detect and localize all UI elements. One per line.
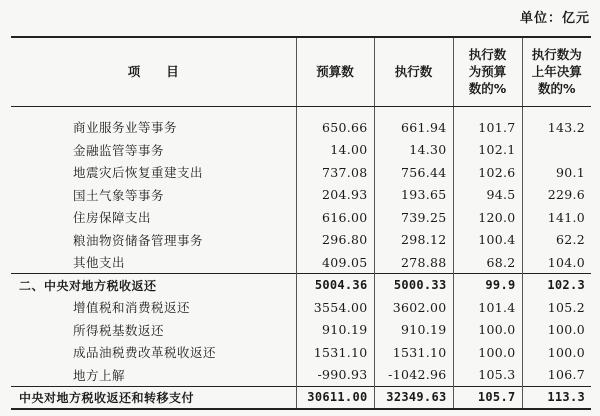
- table-row: [11, 364, 591, 387]
- row-actual: 661.94: [374, 116, 453, 139]
- row-actual: 14.30: [374, 139, 453, 162]
- header-pct-last-line1: 执行数为: [531, 47, 582, 63]
- row-item: 其他支出: [73, 255, 126, 270]
- section-budget: 5004.36: [296, 274, 374, 297]
- row-actual: -1042.96: [374, 364, 453, 387]
- header-pct-budget: [453, 37, 522, 106]
- row-pct-last: [522, 139, 591, 162]
- table-row: [11, 206, 591, 229]
- row-item: 增值税和消费税返还: [73, 300, 191, 316]
- row-pct-last: 90.1: [522, 161, 591, 184]
- total-pct-last: 113.3: [522, 386, 591, 409]
- header-item: 项目: [11, 37, 296, 106]
- row-pct-budget: 105.3: [453, 364, 522, 387]
- row-pct-last: 141.0: [522, 206, 591, 229]
- row-pct-last: 105.2: [522, 296, 591, 319]
- row-budget: 296.80: [296, 229, 374, 252]
- row-pct-budget: 94.5: [453, 184, 522, 207]
- row-item: 国土气象等事务: [73, 187, 165, 203]
- table-row: [11, 184, 591, 207]
- row-budget: 737.08: [296, 161, 374, 184]
- row-pct-budget: 100.0: [453, 319, 522, 342]
- row-actual: 756.44: [374, 161, 453, 184]
- row-pct-budget: 102.6: [453, 161, 522, 184]
- section-row: [11, 274, 591, 297]
- total-actual: 32349.63: [374, 386, 453, 409]
- row-pct-budget: 68.2: [453, 251, 522, 274]
- row-pct-budget: 101.4: [453, 296, 522, 319]
- row-budget: 14.00: [296, 139, 374, 162]
- header-pct-budget-line3: 数的%: [468, 81, 507, 97]
- section-actual: 5000.33: [374, 274, 453, 297]
- row-budget: 650.66: [296, 116, 374, 139]
- table-row: [11, 229, 591, 252]
- total-row: [11, 386, 591, 409]
- row-pct-last: 62.2: [522, 229, 591, 252]
- row-budget: 1531.10: [296, 341, 374, 364]
- row-item: 商业服务业等事务: [73, 120, 178, 136]
- row-pct-budget: 120.0: [453, 206, 522, 229]
- row-pct-budget: 102.1: [453, 139, 522, 162]
- row-item: 金融监管等事务: [73, 142, 165, 158]
- budget-table: [11, 36, 591, 410]
- row-budget: -990.93: [296, 364, 374, 387]
- table-row: [11, 161, 591, 184]
- row-item: 所得税基数返还: [73, 322, 165, 338]
- header-budget: 预算数: [296, 37, 374, 106]
- unit-label: 单位：亿元: [519, 11, 590, 26]
- row-pct-last: 143.2: [522, 116, 591, 139]
- header-pct-budget-line1: 执行数: [468, 47, 507, 63]
- header-row: [11, 37, 591, 106]
- row-item: 地方上解: [73, 367, 126, 383]
- table-row: [11, 341, 591, 364]
- row-pct-last: 104.0: [522, 251, 591, 274]
- row-actual: 910.19: [374, 319, 453, 342]
- spacer-row: [11, 106, 591, 116]
- table-row: [11, 296, 591, 319]
- row-actual: 1531.10: [374, 341, 453, 364]
- table-row: [11, 319, 591, 342]
- row-pct-budget: 101.7: [453, 116, 522, 139]
- header-pct-budget-line2: 为预算: [468, 64, 507, 80]
- row-item: 成品油税费改革税收返还: [73, 345, 217, 361]
- header-pct-last-line3: 数的%: [537, 81, 576, 97]
- row-budget: 910.19: [296, 319, 374, 342]
- row-pct-budget: 100.4: [453, 229, 522, 252]
- total-item: 中央对地方税收返还和转移支付: [11, 386, 296, 409]
- total-pct-budget: 105.7: [453, 386, 522, 409]
- table-row: [11, 116, 591, 139]
- row-actual: 3602.00: [374, 296, 453, 319]
- row-actual: 193.65: [374, 184, 453, 207]
- row-budget: 3554.00: [296, 296, 374, 319]
- header-pct-last-line2: 上年决算: [531, 64, 582, 80]
- row-pct-last: 100.0: [522, 341, 591, 364]
- row-budget: 616.00: [296, 206, 374, 229]
- total-budget: 30611.00: [296, 386, 374, 409]
- row-pct-budget: 100.0: [453, 341, 522, 364]
- row-actual: 739.25: [374, 206, 453, 229]
- section-item: 二、中央对地方税收返还: [11, 274, 296, 297]
- section-pct-budget: 99.9: [453, 274, 522, 297]
- row-item: 粮油物资储备管理事务: [73, 232, 204, 248]
- header-actual: 执行数: [374, 37, 453, 106]
- row-actual: 298.12: [374, 229, 453, 252]
- row-actual: 278.88: [374, 251, 453, 274]
- row-budget: 409.05: [296, 251, 374, 274]
- row-pct-last: 229.6: [522, 184, 591, 207]
- table-row: [11, 251, 591, 274]
- row-item: 住房保障支出: [73, 210, 152, 226]
- section-pct-last: 102.3: [522, 274, 591, 297]
- header-pct-last: [522, 37, 591, 106]
- row-pct-last: 106.7: [522, 364, 591, 387]
- row-item: 地震灾后恢复重建支出: [73, 165, 204, 181]
- row-pct-last: 100.0: [522, 319, 591, 342]
- row-budget: 204.93: [296, 184, 374, 207]
- table-row: [11, 139, 591, 162]
